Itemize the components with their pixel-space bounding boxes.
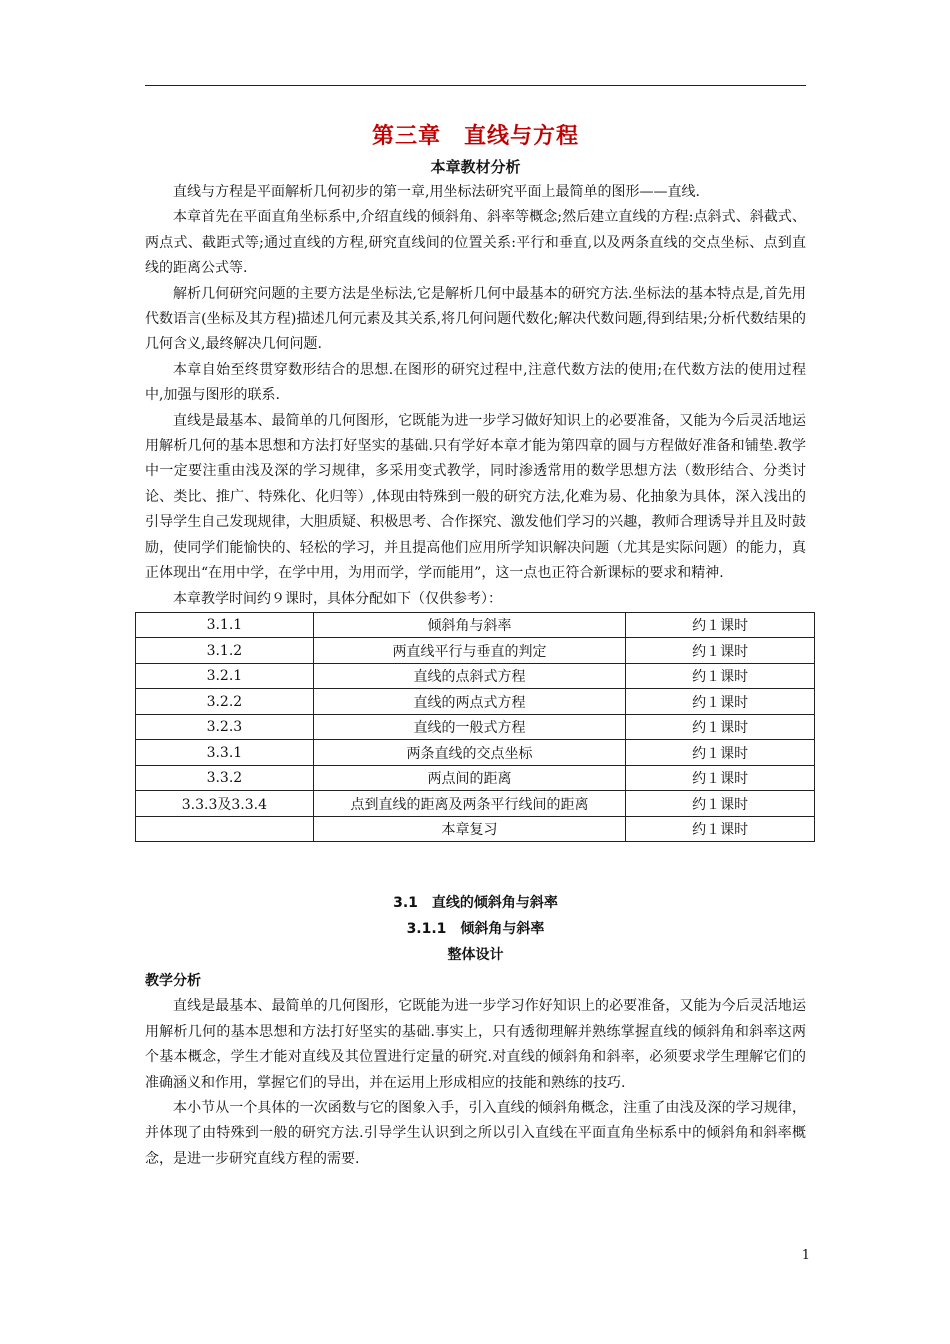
section-cell: 3.2.3 <box>136 714 314 740</box>
time-cell: 约１课时 <box>626 689 815 715</box>
time-cell: 约１课时 <box>626 740 815 766</box>
topic-cell: 直线的两点式方程 <box>313 689 626 715</box>
paragraph: 直线是最基本、最简单的几何图形，它既能为进一步学习作好知识上的必要准备，又能为今后灵活地运用解析几何的基本思想和方法打好坚实的基础.事实上，只有透彻理解并熟练掌握直线的倾斜角和斜率这两个基本概念，学生才能对直线及其位置进行定量的研究.对直线的倾斜角和斜率，必须要求学生理解它们的准确涵义和作用，掌握它们的导出，并在运用上形成相应的技能和熟练的技巧. <box>145 998 806 1091</box>
time-cell: 约１课时 <box>626 765 815 791</box>
page-number: 1 <box>801 1248 810 1263</box>
paragraph: 直线与方程是平面解析几何初步的第一章,用坐标法研究平面上最简单的图形——直线. <box>173 184 700 200</box>
time-cell: 约１课时 <box>626 791 815 817</box>
section-cell: 3.2.1 <box>136 663 314 689</box>
table-row <box>136 740 815 766</box>
time-cell: 约１课时 <box>626 816 815 842</box>
analysis-heading: 教学分析 <box>145 973 201 990</box>
topic-cell: 本章复习 <box>313 816 626 842</box>
paragraph: 本章教学时间约９课时，具体分配如下（仅供参考）： <box>173 590 502 607</box>
topic-cell: 两点间的距离 <box>313 765 626 791</box>
table-row <box>136 638 815 664</box>
topic-cell: 两直线平行与垂直的判定 <box>313 638 626 664</box>
table-row <box>136 663 815 689</box>
section-cell: 3.1.1 <box>136 612 314 638</box>
table-row <box>136 791 815 817</box>
table-row <box>136 714 815 740</box>
schedule-table <box>135 612 815 843</box>
topic-cell: 倾斜角与斜率 <box>313 612 626 638</box>
topic-cell: 直线的一般式方程 <box>313 714 626 740</box>
paragraph: 直线是最基本、最简单的几何图形，它既能为进一步学习做好知识上的必要准备，又能为今后灵活地运用解析几何的基本思想和方法打好坚实的基础.只有学好本章才能为第四章的圆与方程做好准备和铺垫.教学中一定要注重由浅及深的学习规律，多采用变式教学，同时渗透常用的数学思想方法（数形结合、分类讨论、类比、推广、特殊化、化归等）,体现由特殊到一般的研究方法,化难为易、化抽象为具体，深入浅出的引导学生自己发现规律，大胆质疑、积极思考、合作探究、激发他们学习的兴趣，教师合理诱导并且及时鼓励，使同学们能愉快的、轻松的学习，并且提高他们应用所学知识解决问题（尤其是实际问题）的能力，真正体现出“在用中学，在学中用，为用而学，学而能用”，这一点也正符合新课标的要求和精神. <box>145 412 806 582</box>
paragraph: 解析几何研究问题的主要方法是坐标法,它是解析几何中最基本的研究方法.坐标法的基本特点是,首先用代数语言(坐标及其方程)描述几何元素及其关系,将几何问题代数化;解决代数问题,得到结果;分析代数结果的几何含义,最终解决几何问题. <box>145 285 806 353</box>
topic-cell: 点到直线的距离及两条平行线间的距离 <box>313 791 626 817</box>
chapter-title: 第三章 直线与方程 <box>371 124 579 149</box>
section-cell: 3.1.2 <box>136 638 314 664</box>
table-row <box>136 612 815 638</box>
header-rule <box>145 85 806 86</box>
section-cell: 3.2.2 <box>136 689 314 715</box>
analysis-title: 本章教材分析 <box>430 158 521 176</box>
paragraph: 本小节从一个具体的一次函数与它的图象入手，引入直线的倾斜角概念，注重了由浅及深的学习规律，并体现了由特殊到一般的研究方法.引导学生认识到之所以引入直线在平面直角坐标系中的倾斜角和斜率概念，是进一步研究直线方程的需要. <box>145 1100 806 1167</box>
topic-cell: 直线的点斜式方程 <box>313 663 626 689</box>
table-row <box>136 765 815 791</box>
time-cell: 约１课时 <box>626 714 815 740</box>
time-cell: 约１课时 <box>626 638 815 664</box>
page-content <box>145 120 806 1172</box>
section-cell: 3.3.3及3.3.4 <box>136 791 314 817</box>
paragraph: 本章首先在平面直角坐标系中,介绍直线的倾斜角、斜率等概念;然后建立直线的方程:点斜式、斜截式、两点式、截距式等;通过直线的方程,研究直线间的位置关系:平行和垂直,以及两条直线的交点坐标、点到直线的距离公式等. <box>145 209 806 277</box>
table-row <box>136 816 815 842</box>
table-row <box>136 689 815 715</box>
time-cell: 约１课时 <box>626 612 815 638</box>
subsection-title: 3.1.1 倾斜角与斜率 <box>406 921 545 938</box>
design-title: 整体设计 <box>447 947 504 964</box>
section-cell <box>136 816 314 842</box>
section-cell: 3.3.1 <box>136 740 314 766</box>
topic-cell: 两条直线的交点坐标 <box>313 740 626 766</box>
paragraph: 本章自始至终贯穿数形结合的思想.在图形的研究过程中,注意代数方法的使用;在代数方法的使用过程中,加强与图形的联系. <box>145 361 806 404</box>
section-title: 3.1 直线的倾斜角与斜率 <box>393 895 558 912</box>
section-cell: 3.3.2 <box>136 765 314 791</box>
time-cell: 约１课时 <box>626 663 815 689</box>
